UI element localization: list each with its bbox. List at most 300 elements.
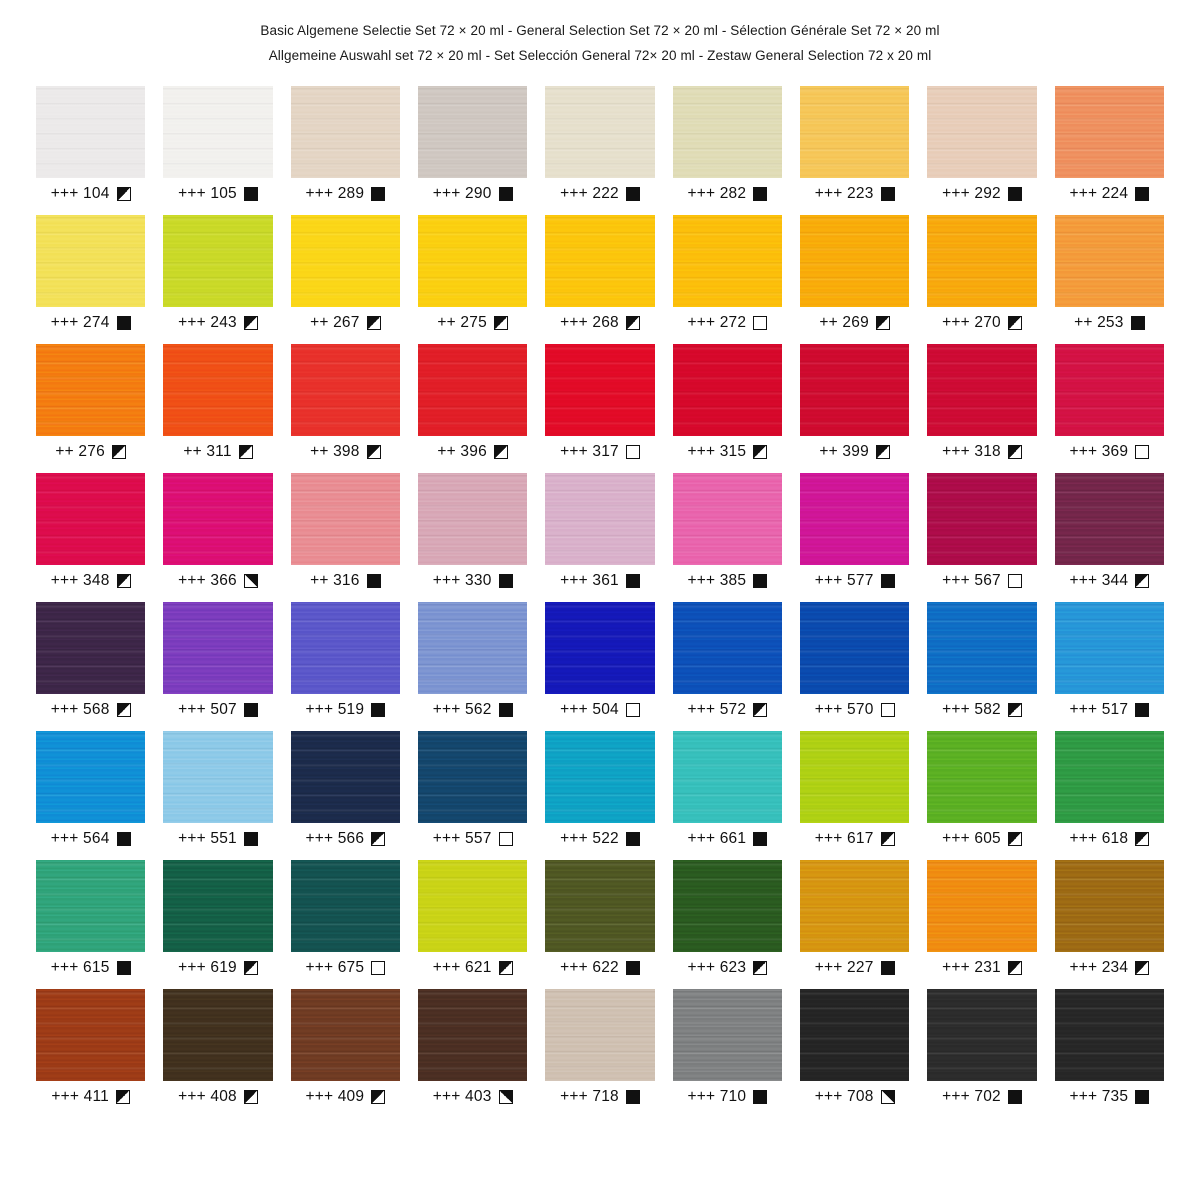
- swatch-caption: [418, 185, 527, 203]
- swatch-color-patch: [1055, 602, 1164, 694]
- swatch-color-patch: [673, 731, 782, 823]
- swatch-caption: [545, 314, 654, 332]
- swatch-color-patch: [545, 344, 654, 436]
- swatch-code-label: +++ 104: [50, 185, 110, 202]
- color-swatch: [673, 731, 782, 848]
- swatch-caption: [291, 572, 400, 590]
- swatch-code-label: ++ 398: [310, 443, 360, 460]
- swatch-caption: [800, 314, 909, 332]
- color-swatch: [800, 860, 909, 977]
- color-swatch: [418, 473, 527, 590]
- swatch-caption: [545, 1088, 654, 1106]
- opacity-indicator-icon: [1008, 961, 1022, 975]
- swatch-code-label: +++ 330: [432, 572, 492, 589]
- swatch-caption: [545, 572, 654, 590]
- color-swatch: [927, 602, 1036, 719]
- color-swatch: [545, 731, 654, 848]
- color-swatch: [163, 602, 272, 719]
- opacity-indicator-icon: [494, 316, 508, 330]
- color-swatch: [545, 86, 654, 203]
- swatch-caption: [927, 959, 1036, 977]
- swatch-color-patch: [800, 473, 909, 565]
- swatch-code-label: +++ 718: [560, 1088, 619, 1105]
- opacity-indicator-icon: [753, 445, 767, 459]
- swatch-caption: [800, 443, 909, 461]
- swatch-color-patch: [1055, 860, 1164, 952]
- swatch-caption: [545, 443, 654, 461]
- swatch-caption: [545, 959, 654, 977]
- opacity-indicator-icon: [239, 445, 253, 459]
- color-swatch: [545, 602, 654, 719]
- color-swatch: [1055, 989, 1164, 1106]
- opacity-indicator-icon: [117, 961, 131, 975]
- swatch-color-patch: [291, 989, 400, 1081]
- swatch-color-patch: [291, 860, 400, 952]
- swatch-caption: [418, 1088, 527, 1106]
- swatch-color-patch: [291, 86, 400, 178]
- swatch-color-patch: [1055, 731, 1164, 823]
- opacity-indicator-icon: [1135, 703, 1149, 717]
- color-swatch: [163, 344, 272, 461]
- opacity-indicator-icon: [881, 832, 895, 846]
- swatch-color-patch: [291, 473, 400, 565]
- swatch-code-label: +++ 411: [51, 1088, 109, 1105]
- swatch-color-patch: [800, 344, 909, 436]
- color-swatch: [800, 215, 909, 332]
- swatch-caption: [800, 185, 909, 203]
- swatch-color-patch: [927, 989, 1036, 1081]
- swatch-code-label: +++ 564: [50, 830, 110, 847]
- color-swatch: [673, 473, 782, 590]
- opacity-indicator-icon: [494, 445, 508, 459]
- swatch-caption: [418, 830, 527, 848]
- color-swatch: [418, 860, 527, 977]
- swatch-color-patch: [36, 989, 145, 1081]
- swatch-caption: [163, 314, 272, 332]
- swatch-code-label: +++ 344: [1069, 572, 1129, 589]
- swatch-color-patch: [545, 989, 654, 1081]
- swatch-caption: [800, 830, 909, 848]
- swatch-code-label: +++ 710: [687, 1088, 747, 1105]
- swatch-caption: [927, 1088, 1036, 1106]
- color-swatch: [1055, 473, 1164, 590]
- swatch-caption: [545, 830, 654, 848]
- swatch-code-label: ++ 399: [819, 443, 869, 460]
- swatch-code-label: +++ 227: [814, 959, 874, 976]
- color-swatch: [291, 86, 400, 203]
- swatch-color-patch: [927, 731, 1036, 823]
- color-swatch: [800, 989, 909, 1106]
- color-swatch: [36, 989, 145, 1106]
- swatch-code-label: +++ 290: [432, 185, 492, 202]
- opacity-indicator-icon: [499, 961, 513, 975]
- color-swatch: [800, 602, 909, 719]
- swatch-caption: [291, 443, 400, 461]
- swatch-color-patch: [163, 989, 272, 1081]
- swatch-caption: [163, 1088, 272, 1106]
- swatch-caption: [927, 314, 1036, 332]
- swatch-code-label: +++ 675: [305, 959, 365, 976]
- opacity-indicator-icon: [499, 832, 513, 846]
- swatch-color-patch: [36, 473, 145, 565]
- color-swatch: [1055, 344, 1164, 461]
- swatch-color-patch: [418, 989, 527, 1081]
- swatch-code-label: +++ 274: [50, 314, 110, 331]
- color-swatch: [673, 344, 782, 461]
- swatch-code-label: +++ 403: [432, 1088, 492, 1105]
- swatch-caption: [545, 185, 654, 203]
- swatch-code-label: +++ 348: [50, 572, 110, 589]
- opacity-indicator-icon: [244, 574, 258, 588]
- swatch-color-patch: [545, 731, 654, 823]
- swatch-color-patch: [1055, 344, 1164, 436]
- color-swatch: [418, 344, 527, 461]
- opacity-indicator-icon: [244, 316, 258, 330]
- swatch-color-patch: [36, 731, 145, 823]
- swatch-caption: [800, 959, 909, 977]
- swatch-code-label: +++ 661: [687, 830, 747, 847]
- opacity-indicator-icon: [1135, 445, 1149, 459]
- swatch-caption: [291, 701, 400, 719]
- swatch-color-patch: [545, 860, 654, 952]
- swatch-color-patch: [927, 344, 1036, 436]
- swatch-color-patch: [800, 860, 909, 952]
- opacity-indicator-icon: [753, 574, 767, 588]
- swatch-color-patch: [1055, 473, 1164, 565]
- opacity-indicator-icon: [1135, 832, 1149, 846]
- color-swatch: [291, 215, 400, 332]
- swatch-color-patch: [418, 602, 527, 694]
- swatch-code-label: +++ 408: [178, 1088, 237, 1105]
- swatch-caption: [673, 185, 782, 203]
- swatch-color-patch: [36, 215, 145, 307]
- color-swatch: [163, 215, 272, 332]
- opacity-indicator-icon: [753, 187, 767, 201]
- swatch-code-label: +++ 385: [687, 572, 747, 589]
- color-swatch: [800, 344, 909, 461]
- swatch-color-patch: [1055, 989, 1164, 1081]
- opacity-indicator-icon: [626, 574, 640, 588]
- swatch-caption: [1055, 185, 1164, 203]
- color-swatch: [163, 473, 272, 590]
- opacity-indicator-icon: [626, 961, 640, 975]
- swatch-code-label: +++ 568: [50, 701, 110, 718]
- swatch-code-label: +++ 223: [814, 185, 874, 202]
- swatch-color-patch: [36, 86, 145, 178]
- swatch-code-label: +++ 231: [942, 959, 1001, 976]
- swatch-caption: [673, 1088, 782, 1106]
- swatch-caption: [36, 701, 145, 719]
- color-swatch: [36, 602, 145, 719]
- color-swatch: [1055, 215, 1164, 332]
- swatch-color-patch: [800, 989, 909, 1081]
- color-swatch: [800, 86, 909, 203]
- opacity-indicator-icon: [1135, 187, 1149, 201]
- swatch-color-patch: [1055, 86, 1164, 178]
- opacity-indicator-icon: [753, 703, 767, 717]
- color-swatch: [291, 989, 400, 1106]
- swatch-code-label: +++ 519: [305, 701, 365, 718]
- swatch-color-patch: [673, 602, 782, 694]
- swatch-code-label: +++ 315: [687, 443, 747, 460]
- swatch-color-patch: [545, 215, 654, 307]
- opacity-indicator-icon: [371, 832, 385, 846]
- swatch-code-label: +++ 562: [432, 701, 492, 718]
- swatch-grid: [36, 86, 1164, 1106]
- swatch-color-patch: [291, 602, 400, 694]
- opacity-indicator-icon: [1135, 574, 1149, 588]
- title-line-1: Basic Algemene Selectie Set 72 × 20 ml - General Selection Set 72 × 20 ml - Sélection Générale Set 72 × 20 ml: [260, 23, 940, 38]
- color-swatch: [1055, 860, 1164, 977]
- color-swatch: [163, 86, 272, 203]
- swatch-code-label: ++ 311: [183, 443, 232, 460]
- swatch-caption: [291, 1088, 400, 1106]
- swatch-code-label: +++ 567: [942, 572, 1001, 589]
- opacity-indicator-icon: [1135, 1090, 1149, 1104]
- swatch-caption: [291, 314, 400, 332]
- swatch-color-patch: [1055, 215, 1164, 307]
- swatch-color-patch: [36, 860, 145, 952]
- title-line-2: Allgemeine Auswahl set 72 × 20 ml - Set Selección General 72× 20 ml - Zestaw General Selection 72 x 20 ml: [268, 48, 932, 63]
- color-swatch: [36, 473, 145, 590]
- swatch-code-label: +++ 292: [942, 185, 1001, 202]
- opacity-indicator-icon: [1008, 574, 1022, 588]
- swatch-caption: [927, 185, 1036, 203]
- opacity-indicator-icon: [1131, 316, 1145, 330]
- swatch-code-label: +++ 621: [432, 959, 492, 976]
- opacity-indicator-icon: [876, 445, 890, 459]
- color-swatch: [418, 215, 527, 332]
- opacity-indicator-icon: [371, 1090, 385, 1104]
- opacity-indicator-icon: [626, 703, 640, 717]
- opacity-indicator-icon: [499, 703, 513, 717]
- swatch-caption: [36, 572, 145, 590]
- color-swatch: [673, 989, 782, 1106]
- swatch-caption: [163, 443, 272, 461]
- swatch-caption: [1055, 701, 1164, 719]
- swatch-caption: [418, 443, 527, 461]
- color-swatch: [927, 86, 1036, 203]
- swatch-code-label: +++ 222: [560, 185, 619, 202]
- opacity-indicator-icon: [499, 1090, 513, 1104]
- color-swatch: [927, 731, 1036, 848]
- swatch-code-label: +++ 272: [687, 314, 747, 331]
- swatch-color-patch: [291, 344, 400, 436]
- opacity-indicator-icon: [626, 316, 640, 330]
- color-swatch: [545, 473, 654, 590]
- chart-titles: [36, 18, 1164, 68]
- color-swatch: [291, 602, 400, 719]
- opacity-indicator-icon: [499, 187, 513, 201]
- swatch-color-patch: [163, 731, 272, 823]
- color-swatch: [545, 860, 654, 977]
- swatch-color-patch: [36, 602, 145, 694]
- swatch-code-label: +++ 551: [178, 830, 237, 847]
- color-swatch: [800, 473, 909, 590]
- swatch-code-label: ++ 267: [310, 314, 360, 331]
- opacity-indicator-icon: [367, 574, 381, 588]
- swatch-color-patch: [291, 215, 400, 307]
- color-swatch: [36, 215, 145, 332]
- swatch-code-label: +++ 282: [687, 185, 747, 202]
- color-swatch: [163, 731, 272, 848]
- swatch-color-patch: [927, 602, 1036, 694]
- color-swatch: [418, 602, 527, 719]
- color-swatch: [291, 473, 400, 590]
- opacity-indicator-icon: [117, 187, 131, 201]
- swatch-code-label: +++ 572: [687, 701, 747, 718]
- swatch-code-label: ++ 253: [1074, 314, 1124, 331]
- opacity-indicator-icon: [881, 187, 895, 201]
- color-swatch: [36, 731, 145, 848]
- swatch-caption: [36, 443, 145, 461]
- opacity-indicator-icon: [367, 445, 381, 459]
- opacity-indicator-icon: [1008, 445, 1022, 459]
- swatch-caption: [927, 443, 1036, 461]
- color-swatch: [418, 989, 527, 1106]
- swatch-caption: [418, 701, 527, 719]
- color-swatch: [418, 731, 527, 848]
- opacity-indicator-icon: [1008, 832, 1022, 846]
- opacity-indicator-icon: [626, 187, 640, 201]
- color-swatch: [800, 731, 909, 848]
- swatch-caption: [36, 314, 145, 332]
- swatch-color-patch: [36, 344, 145, 436]
- swatch-code-label: +++ 618: [1069, 830, 1129, 847]
- swatch-color-patch: [927, 86, 1036, 178]
- opacity-indicator-icon: [753, 316, 767, 330]
- color-swatch: [1055, 86, 1164, 203]
- opacity-indicator-icon: [753, 961, 767, 975]
- swatch-caption: [291, 185, 400, 203]
- swatch-code-label: ++ 396: [437, 443, 487, 460]
- swatch-color-patch: [418, 860, 527, 952]
- swatch-color-patch: [545, 602, 654, 694]
- color-swatch: [673, 602, 782, 719]
- swatch-color-patch: [927, 215, 1036, 307]
- swatch-caption: [673, 314, 782, 332]
- opacity-indicator-icon: [244, 961, 258, 975]
- swatch-caption: [36, 185, 145, 203]
- swatch-code-label: +++ 289: [305, 185, 365, 202]
- swatch-color-patch: [163, 860, 272, 952]
- color-swatch: [545, 344, 654, 461]
- color-swatch: [927, 989, 1036, 1106]
- swatch-code-label: +++ 317: [560, 443, 619, 460]
- swatch-color-patch: [418, 344, 527, 436]
- swatch-color-patch: [291, 731, 400, 823]
- color-swatch: [927, 473, 1036, 590]
- color-swatch: [163, 860, 272, 977]
- swatch-caption: [418, 314, 527, 332]
- swatch-caption: [673, 959, 782, 977]
- color-swatch: [545, 215, 654, 332]
- swatch-code-label: +++ 623: [687, 959, 747, 976]
- swatch-code-label: +++ 566: [305, 830, 365, 847]
- swatch-caption: [36, 959, 145, 977]
- swatch-caption: [545, 701, 654, 719]
- swatch-code-label: ++ 269: [819, 314, 869, 331]
- swatch-color-patch: [927, 860, 1036, 952]
- swatch-color-patch: [673, 860, 782, 952]
- swatch-caption: [163, 830, 272, 848]
- swatch-caption: [673, 830, 782, 848]
- opacity-indicator-icon: [244, 832, 258, 846]
- swatch-caption: [800, 1088, 909, 1106]
- color-swatch: [927, 215, 1036, 332]
- opacity-indicator-icon: [753, 1090, 767, 1104]
- swatch-caption: [1055, 443, 1164, 461]
- swatch-caption: [163, 959, 272, 977]
- swatch-code-label: +++ 224: [1069, 185, 1129, 202]
- opacity-indicator-icon: [881, 961, 895, 975]
- swatch-caption: [1055, 572, 1164, 590]
- swatch-code-label: +++ 507: [178, 701, 237, 718]
- swatch-caption: [1055, 1088, 1164, 1106]
- swatch-caption: [163, 572, 272, 590]
- opacity-indicator-icon: [881, 1090, 895, 1104]
- swatch-color-patch: [545, 473, 654, 565]
- swatch-code-label: +++ 735: [1069, 1088, 1129, 1105]
- swatch-code-label: +++ 615: [50, 959, 110, 976]
- color-swatch: [163, 989, 272, 1106]
- swatch-caption: [1055, 314, 1164, 332]
- swatch-code-label: ++ 275: [437, 314, 487, 331]
- swatch-color-patch: [673, 86, 782, 178]
- swatch-code-label: +++ 318: [942, 443, 1001, 460]
- color-swatch: [291, 731, 400, 848]
- swatch-code-label: +++ 605: [942, 830, 1001, 847]
- swatch-caption: [673, 443, 782, 461]
- opacity-indicator-icon: [116, 1090, 130, 1104]
- swatch-color-patch: [545, 86, 654, 178]
- swatch-code-label: ++ 276: [55, 443, 105, 460]
- swatch-color-patch: [800, 215, 909, 307]
- opacity-indicator-icon: [1008, 187, 1022, 201]
- swatch-caption: [418, 959, 527, 977]
- swatch-code-label: +++ 557: [432, 830, 492, 847]
- opacity-indicator-icon: [117, 832, 131, 846]
- swatch-code-label: +++ 570: [814, 701, 874, 718]
- opacity-indicator-icon: [244, 1090, 258, 1104]
- swatch-caption: [163, 701, 272, 719]
- swatch-color-patch: [800, 86, 909, 178]
- swatch-caption: [36, 830, 145, 848]
- opacity-indicator-icon: [371, 187, 385, 201]
- opacity-indicator-icon: [876, 316, 890, 330]
- swatch-color-patch: [673, 215, 782, 307]
- swatch-caption: [927, 830, 1036, 848]
- opacity-indicator-icon: [881, 703, 895, 717]
- opacity-indicator-icon: [499, 574, 513, 588]
- color-swatch: [545, 989, 654, 1106]
- swatch-caption: [927, 701, 1036, 719]
- swatch-caption: [673, 701, 782, 719]
- swatch-code-label: +++ 366: [178, 572, 237, 589]
- opacity-indicator-icon: [371, 703, 385, 717]
- swatch-code-label: +++ 619: [178, 959, 237, 976]
- color-swatch: [36, 344, 145, 461]
- swatch-color-patch: [418, 473, 527, 565]
- color-swatch: [673, 215, 782, 332]
- color-swatch: [36, 860, 145, 977]
- swatch-code-label: +++ 522: [560, 830, 619, 847]
- opacity-indicator-icon: [244, 703, 258, 717]
- swatch-code-label: +++ 577: [814, 572, 874, 589]
- swatch-caption: [1055, 959, 1164, 977]
- swatch-color-patch: [418, 215, 527, 307]
- swatch-caption: [800, 701, 909, 719]
